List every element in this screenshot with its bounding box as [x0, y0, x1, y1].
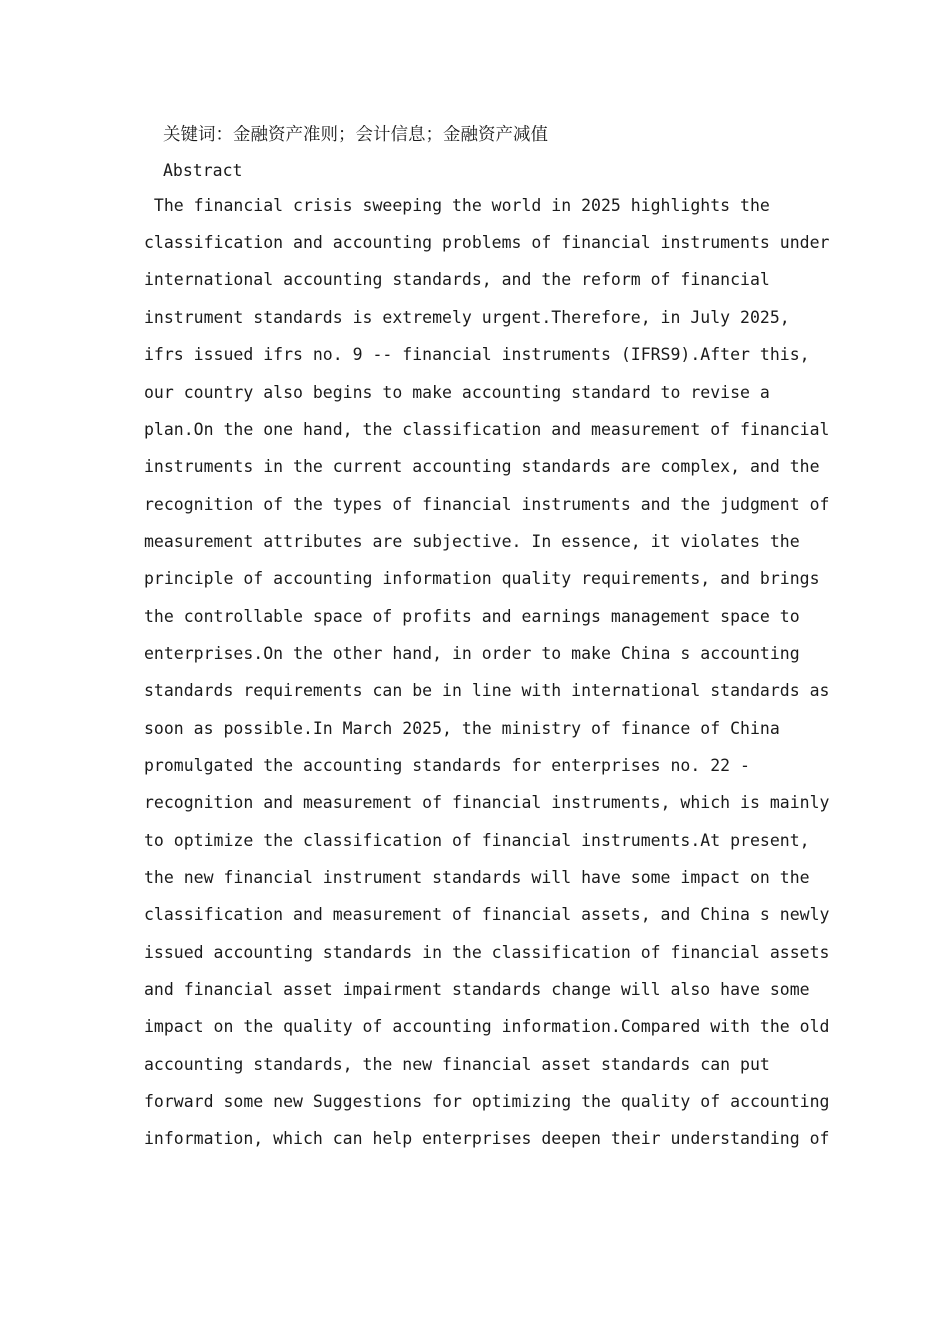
abstract-line: The financial crisis sweeping the world in 2025 highlights the: [144, 196, 770, 215]
abstract-line: enterprises.On the other hand, in order to make China s accounting: [144, 644, 800, 663]
keywords-line: 关键词：金融资产准则；会计信息；金融资产减值: [163, 125, 548, 145]
abstract-line: principle of accounting information quality requirements, and brings: [144, 569, 820, 588]
abstract-line: instruments in the current accounting standards are complex, and the: [144, 457, 820, 476]
abstract-line: the controllable space of profits and earnings management space to: [144, 607, 800, 626]
abstract-line: the new financial instrument standards will have some impact on the: [144, 868, 810, 887]
abstract-line: standards requirements can be in line with international standards as: [144, 681, 830, 700]
abstract-line: instrument standards is extremely urgent.Therefore, in July 2025,: [144, 308, 790, 327]
abstract-line: and financial asset impairment standards change will also have some: [144, 980, 810, 999]
abstract-line: recognition of the types of financial instruments and the judgment of: [144, 495, 830, 514]
abstract-line: impact on the quality of accounting information.Compared with the old: [144, 1017, 830, 1036]
abstract-line: plan.On the one hand, the classification and measurement of financial: [144, 420, 830, 439]
abstract-line: classification and accounting problems of financial instruments under: [144, 233, 830, 252]
abstract-heading: Abstract: [163, 161, 243, 180]
abstract-line: classification and measurement of financial assets, and China s newly: [144, 905, 830, 924]
abstract-line: our country also begins to make accounting standard to revise a: [144, 383, 770, 402]
abstract-line: forward some new Suggestions for optimizing the quality of accounting: [144, 1092, 830, 1111]
abstract-line: recognition and measurement of financial instruments, which is mainly: [144, 793, 830, 812]
abstract-line: measurement attributes are subjective. In essence, it violates the: [144, 532, 800, 551]
abstract-line: issued accounting standards in the classification of financial assets: [144, 943, 830, 962]
abstract-line: information, which can help enterprises deepen their understanding of: [144, 1129, 830, 1148]
abstract-line: accounting standards, the new financial asset standards can put: [144, 1055, 770, 1074]
abstract-line: international accounting standards, and the reform of financial: [144, 270, 770, 289]
abstract-line: soon as possible.In March 2025, the ministry of finance of China: [144, 719, 780, 738]
abstract-line: to optimize the classification of financial instruments.At present,: [144, 831, 810, 850]
abstract-line: ifrs issued ifrs no. 9 -- financial instruments (IFRS9).After this,: [144, 345, 810, 364]
abstract-line: promulgated the accounting standards for enterprises no. 22 -: [144, 756, 750, 775]
